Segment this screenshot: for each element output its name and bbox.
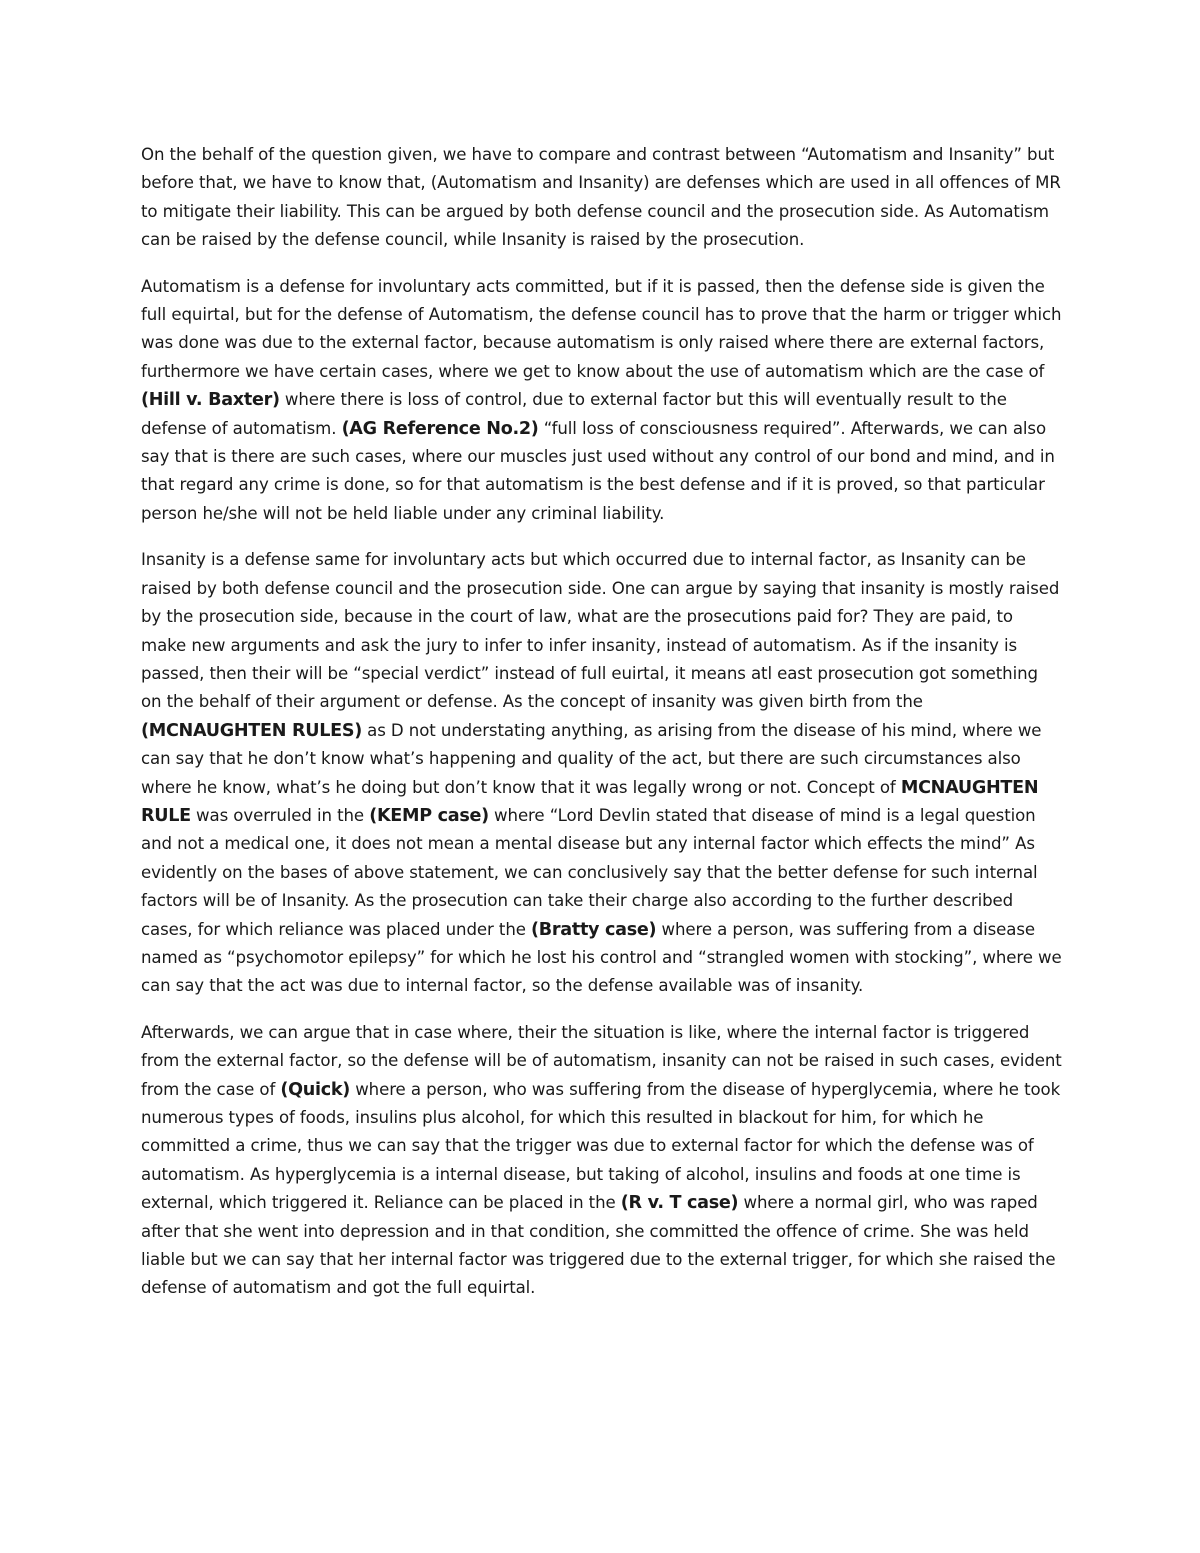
document-body [141,141,1063,1321]
text-run: “full loss of consciousness required”. Afterwards, we can also say that is there are such cases, where our muscles just used without any control of our bond and mind, and in that regard any crime is done, so for that automatism is the best defense and if it is proved, so that particular person he/she will not be held liable under any criminal liability. [141,418,1055,523]
text-run: Insanity is a defense same for involuntary acts but which occurred due to internal factor, as Insanity can be raised by both defense council and the prosecution side. One can argue by saying that insanity is mostly raised by the prosecution side, because in the court of law, what are the prosecutions paid for? They are paid, to make new arguments and ask the jury to infer to infer insanity, instead of automatism. As if the insanity is passed, then their will be “special verdict” instead of full euirtal, it means atl east prosecution got something on the behalf of their argument or defense. As the concept of insanity was given birth from the [141,550,1060,712]
case-citation: (Bratty case) [531,919,657,940]
case-citation: (Hill v. Baxter) [141,390,280,411]
case-citation: (AG Reference No.2) [341,418,539,439]
case-citation: (R v. T case) [620,1193,739,1214]
case-citation: (Quick) [280,1079,351,1100]
paragraph-1 [141,141,1063,255]
paragraph-4 [141,1019,1063,1303]
text-run: Afterwards, we can argue that in case where, their the situation is like, where the internal factor is triggered from the external factor, so the defense will be of automatism, insanity can not be raised in such cases, evident from the case of [141,1022,1062,1099]
text-run: as D not understating anything, as arising from the disease of his mind, where we can say that he don’t know what’s happening and quality of the act, but there are such circumstances also where he know, what’s he doing but don’t know that it was legally wrong or not. Concept of [141,720,1042,797]
paragraph-3 [141,546,1063,1001]
case-citation: (MCNAUGHTEN RULES) [141,720,362,741]
text-run: was overruled in the [190,805,370,825]
case-citation: (KEMP case) [369,805,489,826]
paragraph-2 [141,273,1063,529]
text-run: where a person, who was suffering from the disease of hyperglycemia, where he took numerous types of foods, insulins plus alcohol, for which this resulted in blackout for him, for which he committed a crime, thus we can say that the trigger was due to external factor for which the defense was of automatism. As hyperglycemia is a internal disease, but taking of alcohol, insulins and foods at one time is external, which triggered it. Reliance can be placed in the [141,1079,1061,1213]
text-run: On the behalf of the question given, we have to compare and contrast between “Automatism and Insanity” but before that, we have to know that, (Automatism and Insanity) are defenses which are used in all offences of MR to mitigate their liability. This can be argued by both defense council and the prosecution side. As Automatism can be raised by the defense council, while Insanity is raised by the prosecution. [141,145,1061,250]
text-run: where “Lord Devlin stated that disease of mind is a legal question and not a medical one, it does not mean a mental disease but any internal factor which effects the mind” As evidently on the bases of above statement, we can conclusively say that the better defense for such internal factors will be of Insanity. As the prosecution can take their charge also according to the further described cases, for which reliance was placed under the [141,805,1038,939]
text-run: Automatism is a defense for involuntary acts committed, but if it is passed, then the defense side is given the full equirtal, but for the defense of Automatism, the defense council has to prove that the harm or trigger which was done was due to the external factor, because automatism is only raised where there are external factors, furthermore we have certain cases, where we get to know about the use of automatism which are the case of [141,276,1062,381]
case-citation: MCNAUGHTEN RULE [141,777,1039,826]
text-run: where a normal girl, who was raped after that she went into depression and in that condition, she committed the offence of crime. She was held liable but we can say that her internal factor was triggered due to the external trigger, for which she raised the defense of automatism and got the full equirtal. [141,1193,1056,1298]
text-run: where there is loss of control, due to external factor but this will eventually result to the defense of automatism. [141,390,1007,438]
text-run: where a person, was suffering from a disease named as “psychomotor epilepsy” for which he lost his control and “strangled women with stocking”, where we can say that the act was due to internal factor, so the defense available was of insanity. [141,919,1062,996]
